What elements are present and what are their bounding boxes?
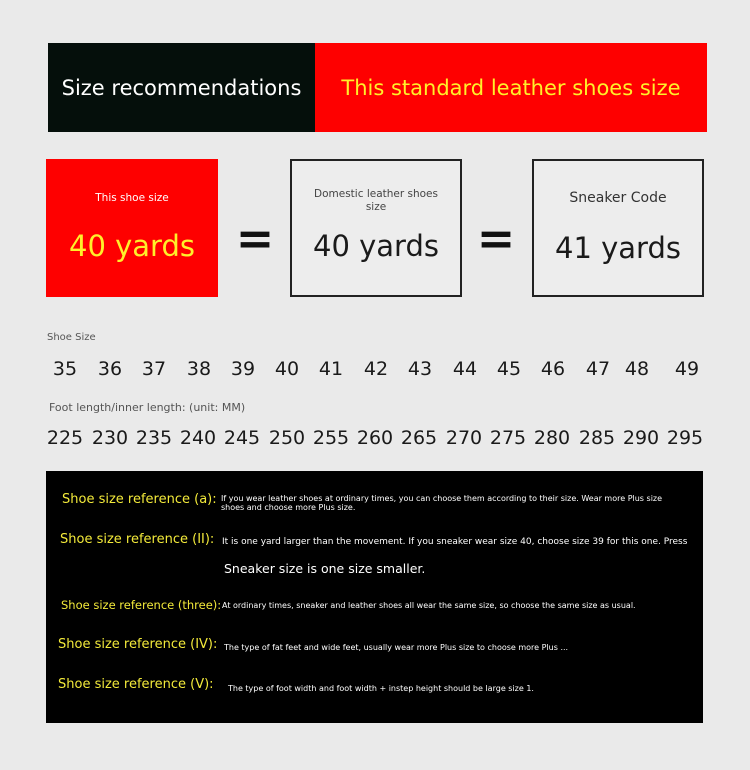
reference-text-iv: The type of fat feet and wide feet, usually wear more Plus size to choose more Plus ... [224, 643, 569, 652]
banner-title-left: Size recommendations [48, 43, 315, 132]
foot-length-value: 250 [268, 427, 306, 449]
foot-length-value: 235 [135, 427, 173, 449]
foot-length-value: 290 [622, 427, 660, 449]
foot-length-value: 245 [223, 427, 261, 449]
foot-length-value: 270 [445, 427, 483, 449]
shoe-size-value: 38 [186, 358, 212, 380]
reference-text-three: At ordinary times, sneaker and leather shoes all wear the same size, so choose the same size as usual. [222, 601, 636, 610]
shoe-size-value: 42 [363, 358, 389, 380]
shoe-size-value: 37 [141, 358, 167, 380]
foot-length-value: 265 [400, 427, 438, 449]
equals-sign: = [235, 211, 275, 265]
domestic-size-box [290, 159, 462, 297]
foot-length-label: Foot length/inner length: (unit: MM) [49, 401, 246, 414]
shoe-size-value: 47 [585, 358, 611, 380]
reference-text-v: The type of foot width and foot width + instep height should be large size 1. [228, 684, 534, 693]
domestic-size-value: 40 yards [313, 229, 439, 263]
foot-length-value: 275 [489, 427, 527, 449]
sneaker-size-box [532, 159, 704, 297]
shoe-size-value: 45 [496, 358, 522, 380]
foot-length-value: 260 [356, 427, 394, 449]
foot-length-value: 255 [312, 427, 350, 449]
shoe-size-box [46, 159, 218, 297]
foot-length-value: 285 [578, 427, 616, 449]
foot-length-value: 280 [533, 427, 571, 449]
foot-length-value: 295 [666, 427, 704, 449]
size-reference-panel [46, 471, 703, 723]
shoe-size-value: 40 [274, 358, 300, 380]
shoe-size-value: 35 [52, 358, 78, 380]
shoe-size-value: 41 [318, 358, 344, 380]
reference-label-v: Shoe size reference (V): [58, 677, 214, 692]
foot-length-value: 230 [91, 427, 129, 449]
equals-sign: = [476, 211, 516, 265]
reference-label-a: Shoe size reference (a): [62, 492, 217, 507]
reference-label-three: Shoe size reference (three): [61, 598, 222, 612]
reference-text-ii: It is one yard larger than the movement. If you sneaker wear size 40, choose size 39 for this one. Press [222, 537, 688, 547]
foot-length-value: 225 [46, 427, 84, 449]
shoe-size-value: 46 [540, 358, 566, 380]
shoe-size-value: 36 [97, 358, 123, 380]
domestic-size-caption: Domestic leather shoes size [314, 188, 438, 213]
shoe-size-label: Shoe Size [47, 332, 96, 343]
shoe-size-value: 44 [452, 358, 478, 380]
reference-text-ii-note: Sneaker size is one size smaller. [224, 561, 426, 576]
header-banner [48, 43, 707, 132]
foot-length-value: 240 [179, 427, 217, 449]
reference-text-a: If you wear leather shoes at ordinary times, you can choose them according to their size. Wear more Plus size shoes and choose more Plus size. [221, 494, 663, 512]
reference-label-iv: Shoe size reference (IV): [58, 637, 218, 652]
shoe-size-value: 48 [624, 358, 650, 380]
shoe-size-value: 40 yards [69, 229, 195, 263]
reference-label-ii: Shoe size reference (II): [60, 532, 215, 547]
banner-title-right: This standard leather shoes size [315, 43, 707, 132]
shoe-size-value: 49 [674, 358, 700, 380]
shoe-size-caption: This shoe size [95, 192, 169, 204]
shoe-size-value: 43 [407, 358, 433, 380]
sneaker-size-caption: Sneaker Code [569, 190, 667, 206]
shoe-size-value: 39 [230, 358, 256, 380]
sneaker-size-value: 41 yards [555, 231, 681, 265]
